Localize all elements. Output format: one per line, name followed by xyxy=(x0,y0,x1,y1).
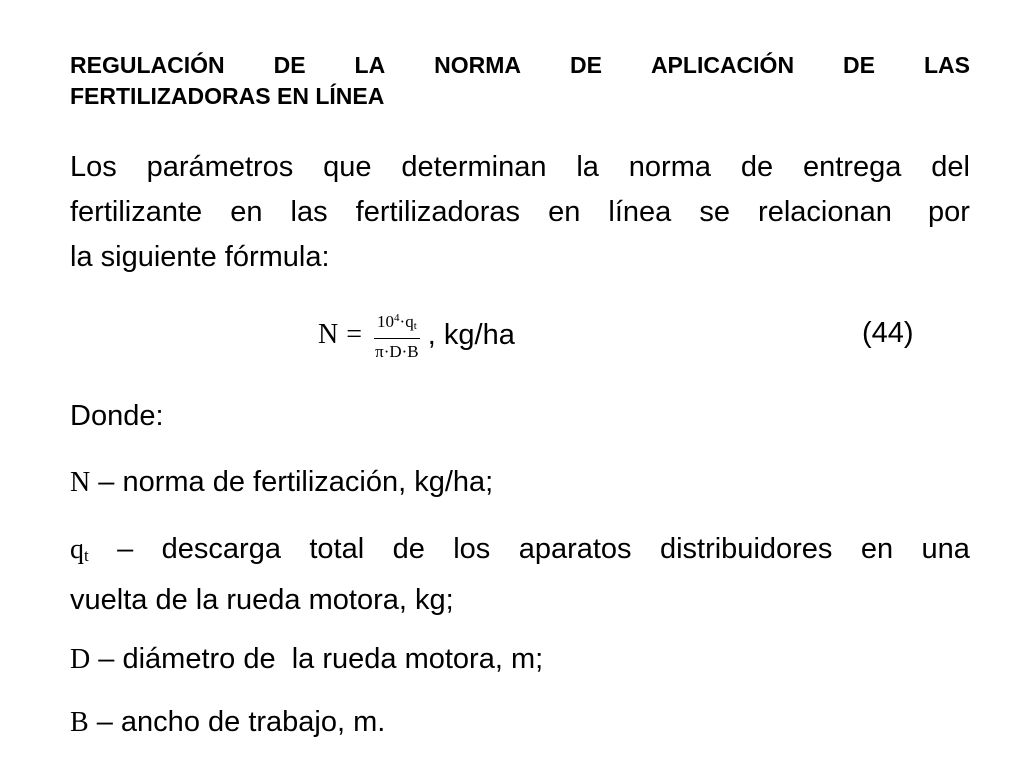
definition-word: una xyxy=(921,533,970,565)
symbol-qt xyxy=(70,527,89,578)
intro-word: determinan xyxy=(401,151,547,183)
numerator-subscript: t xyxy=(413,319,417,332)
intro-word: de xyxy=(740,151,774,183)
definition-b-text: – ancho de trabajo, m. xyxy=(88,706,386,738)
definition-n-text: – norma de fertilización, kg/ha; xyxy=(90,466,494,498)
definition-word: aparatos xyxy=(518,533,632,565)
definition-word: de xyxy=(392,533,425,565)
equation-row xyxy=(0,300,1024,370)
definition-qt-line-1 xyxy=(70,527,970,578)
symbol-n: N xyxy=(70,467,91,498)
intro-word: se xyxy=(699,196,730,228)
intro-line-1 xyxy=(70,145,970,190)
definition-word: – xyxy=(117,533,134,565)
symbol-q-subscript: t xyxy=(84,546,89,565)
intro-line-2 xyxy=(70,190,970,235)
fraction-denominator: π·D·B xyxy=(375,341,419,361)
intro-word: Los xyxy=(70,151,117,183)
equation-unit: , kg/ha xyxy=(427,318,515,351)
heading-word: LA xyxy=(354,52,386,78)
fraction-numerator xyxy=(374,308,420,339)
definition-qt-line-2: vuelta de la rueda motora, kg; xyxy=(70,584,454,616)
fraction xyxy=(374,308,420,363)
symbol-d: D xyxy=(70,644,91,675)
intro-word: la xyxy=(576,151,599,183)
numerator-base: 10 xyxy=(377,311,395,331)
numerator-mid: ·q xyxy=(399,311,414,331)
intro-word: del xyxy=(931,151,970,183)
intro-word: en xyxy=(230,196,263,228)
intro-word: en xyxy=(548,196,581,228)
definition-word: distribuidores xyxy=(659,533,833,565)
intro-word: por xyxy=(927,196,970,228)
intro-word: que xyxy=(323,151,372,183)
intro-word: las xyxy=(290,196,328,228)
intro-word: línea xyxy=(608,196,672,228)
definition-word: total xyxy=(309,533,365,565)
heading-word: APLICACIÓN xyxy=(650,52,795,78)
definition-b xyxy=(70,700,970,745)
heading-word: REGULACIÓN xyxy=(70,52,225,78)
heading-word: NORMA xyxy=(434,52,522,78)
symbol-q: q xyxy=(70,534,84,565)
definition-n xyxy=(70,460,970,505)
symbol-b: B xyxy=(70,707,89,738)
heading-word: LAS xyxy=(923,52,970,78)
definition-d xyxy=(70,637,970,682)
equals-sign: = xyxy=(346,319,363,350)
intro-word: fertilizante xyxy=(70,196,203,228)
definition-word: descarga xyxy=(161,533,281,565)
section-heading xyxy=(70,50,970,112)
heading-line-1 xyxy=(70,50,970,81)
definition-d-text: – diámetro de la rueda motora, m; xyxy=(90,643,544,675)
definition-word: los xyxy=(453,533,491,565)
heading-line-2: FERTILIZADORAS EN LÍNEA xyxy=(70,83,385,109)
heading-word: DE xyxy=(570,52,602,78)
definition-qt xyxy=(70,527,970,623)
intro-line-3: la siguiente fórmula: xyxy=(70,241,330,273)
intro-word: fertilizadoras xyxy=(355,196,521,228)
intro-paragraph xyxy=(70,145,970,280)
heading-word: DE xyxy=(273,52,306,78)
intro-word: relacionan xyxy=(758,196,900,228)
intro-word: entrega xyxy=(802,151,902,183)
equation xyxy=(318,300,515,370)
definition-word: en xyxy=(860,533,894,565)
heading-word: DE xyxy=(843,52,875,78)
numerator-exponent: 4 xyxy=(394,311,400,324)
equation-number: (44) xyxy=(862,317,914,349)
intro-word: norma xyxy=(628,151,711,183)
equation-lhs: N xyxy=(318,319,339,350)
intro-word: parámetros xyxy=(146,151,294,183)
donde-label: Donde: xyxy=(70,400,164,432)
